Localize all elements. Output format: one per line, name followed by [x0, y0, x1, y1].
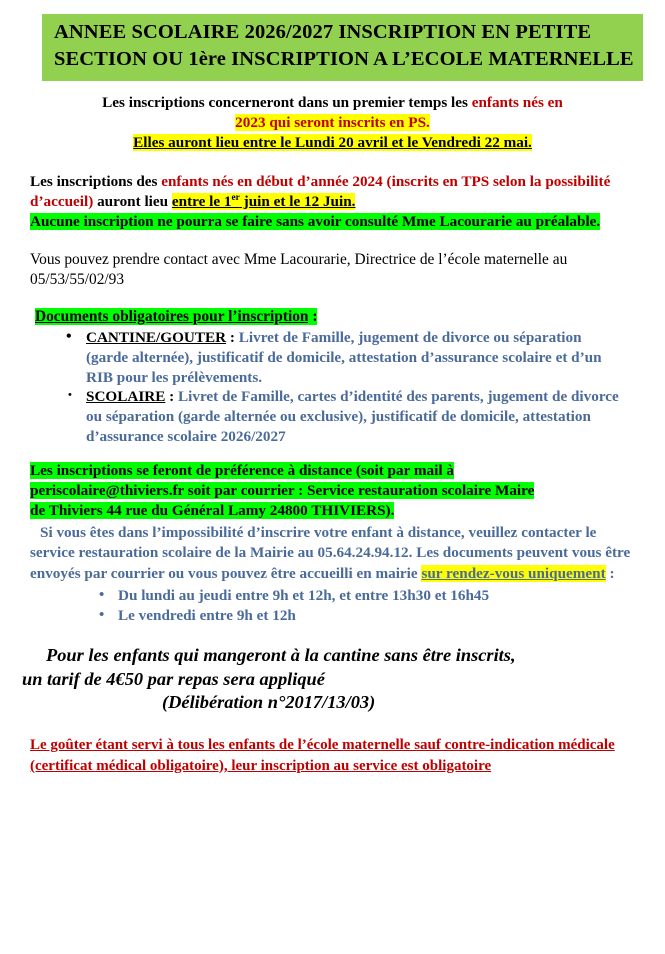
opening-hours-list — [0, 586, 635, 627]
documents-list — [0, 328, 620, 447]
document-separator: : — [226, 329, 239, 347]
intro-line3-dates: Elles auront lieu entre le Lundi 20 avril et le Vendredi 22 mai. — [133, 133, 532, 151]
document-separator: : — [165, 388, 178, 406]
intro-paragraph — [30, 93, 635, 152]
paragraph-2024 — [30, 172, 639, 232]
documents-heading — [35, 308, 635, 326]
impossibility-colon: : — [605, 564, 615, 582]
document-detail: Livret de Famille, jugement de divorce ou séparation (garde alternée), justificatif de domicile, attestation d’assurance scolaire et d’un RIB pour les prélèvements. — [86, 329, 602, 386]
contact-paragraph: Vous pouvez prendre contact avec Mme Lacourarie, Directrice de l’école maternelle au 05/53/55/02/93 — [30, 250, 568, 288]
distance-line-2: periscolaire@thiviers.fr soit par courrier : Service restauration scolaire Maire — [30, 481, 535, 499]
impossibility-text: Si vous êtes dans l’impossibilité d’inscrire votre enfant à distance, veuillez contacter le service restauration scolaire de la Mairie au 05.64.24.94.12. Les documents peuvent vous être envoyés par courrier ou vous pouvez être accueilli en mairie — [30, 524, 631, 582]
document-category-label: SCOLAIRE — [86, 388, 166, 406]
intro-line2-red-highlight: 2023 qui seront inscrits en PS. — [235, 113, 430, 131]
intro-line1-red: enfants nés en — [471, 94, 563, 112]
para2024-red-clause: enfants nés en début d’année 2024 (inscrits en TPS selon la possibilité d’accueil) — [30, 173, 611, 211]
documents-heading-label: Documents obligatoires pour l’inscription — [35, 307, 309, 325]
para2024-date-range — [172, 193, 356, 210]
document-category-label: CANTINE/GOUTER — [86, 329, 227, 347]
date-range-part2: juin et le 12 Juin. — [239, 193, 356, 211]
distance-registration-block — [30, 461, 643, 522]
para2024-mid: auront lieu — [93, 193, 172, 211]
appointment-only-highlight: sur rendez-vous uniquement — [421, 564, 606, 582]
date-range-part1: entre le 1 — [171, 193, 232, 211]
para2024-lead: Les inscriptions des — [30, 173, 162, 191]
impossibility-paragraph — [30, 523, 639, 584]
list-item: • Le vendredi entre 9h et 12h — [118, 606, 635, 626]
para2024-green-notice: Aucune inscription ne pourra se faire sans avoir consulté Mme Lacourarie au préalable. — [30, 213, 601, 231]
distance-line-1: Les inscriptions se feront de préférence à distance (soit par mail à — [30, 461, 454, 479]
distance-line-3: de Thiviers 44 rue du Général Lamy 24800 THIVIERS). — [30, 501, 395, 519]
tariff-notice — [22, 644, 641, 716]
documents-heading-colon: : — [308, 307, 318, 325]
snack-obligation-text: Le goûter étant servi à tous les enfants de l’école maternelle sauf contre-indication médicale (certificat médical obligatoire), leur inscription au service est obligatoire — [30, 737, 615, 774]
intro-line1-lead: Les inscriptions concerneront dans un premier temps les — [102, 94, 472, 112]
tariff-line-2: un tarif de 4€50 par repas sera appliqué — [22, 668, 325, 689]
list-item: • Du lundi au jeudi entre 9h et 12h, et entre 13h30 et 16h45 — [118, 586, 635, 606]
ordinal-suffix: er — [231, 193, 240, 204]
document-detail: Livret de Famille, cartes d’identité des parents, jugement de divorce ou séparation (garde alternée ou exclusive), justificatif de domicile, attestation d’assurance scolaire 2026/2027 — [86, 388, 619, 445]
tariff-deliberation: (Délibération n°2017/13/03) — [162, 692, 376, 713]
list-item — [86, 328, 620, 387]
page-title: ANNEE SCOLAIRE 2026/2027 INSCRIPTION EN PETITE SECTION OU 1ère INSCRIPTION A L’ECOLE MATERNELLE — [42, 14, 643, 81]
snack-obligation-note — [30, 735, 637, 776]
document-page — [0, 14, 665, 954]
tariff-line-1: Pour les enfants qui mangeront à la cantine sans être inscrits, — [46, 644, 516, 665]
list-item — [86, 387, 620, 446]
